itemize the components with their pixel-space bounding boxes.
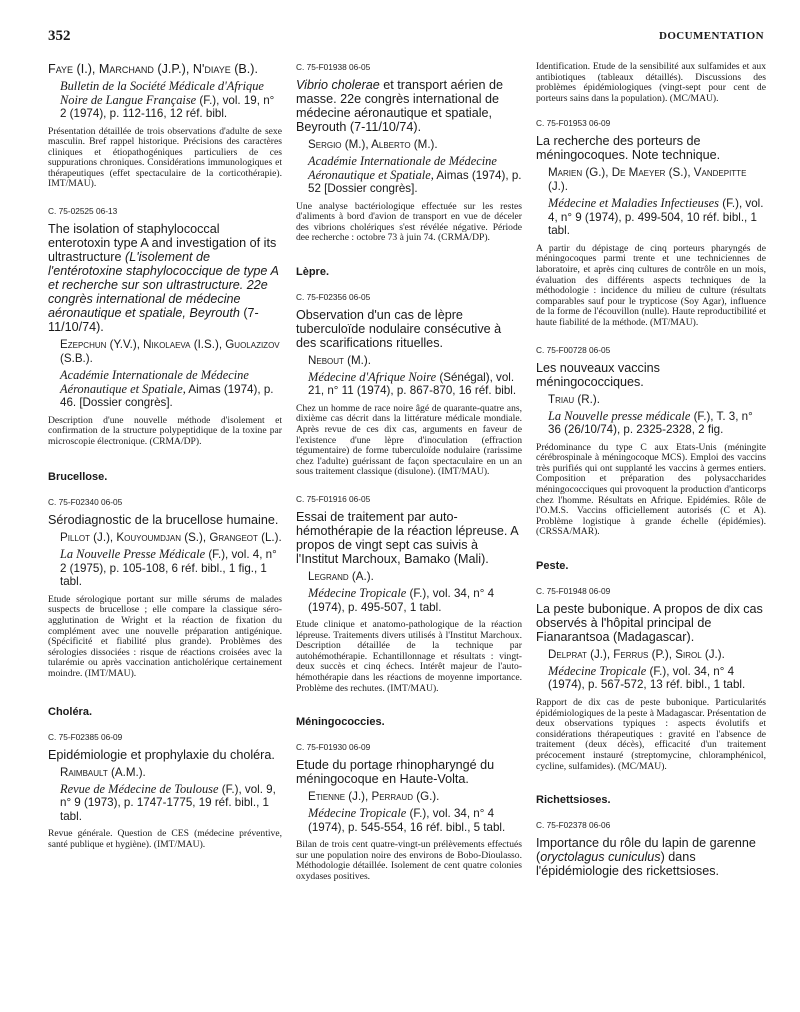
entry-authors: Nebout (M.). [308,353,371,367]
entry-code: C. 75-F01916 06-05 [296,494,371,505]
entry-abstract: Rapport de dix cas de peste bubonique. Particularités épidémiologiques de la peste à Madagascar. Présentation de deux observations typiques : aspects évolutifs et considérations thérapeutiques : gravité en l'absence de traitement (deux décès), efficacité d'un traitement précocement instauré (streptomycine, chloramphénicol, cycline, sulfamides). (MC/MAU). [536,696,766,772]
section-heading: Méningococcies. [296,716,385,729]
entry-title: Epidémiologie et prophylaxie du choléra. [48,747,275,762]
entry-title: Essai de traitement par auto-hémothérapie de la réaction lépreuse. A propos de vingt sept cas suivis à l'Institut Marchoux, Bamako (Mali). [296,510,518,567]
journal-name: La Nouvelle Presse Médicale [60,547,206,562]
entry-source [60,783,282,824]
entry [536,118,766,328]
journal-name: Médecine Tropicale [548,663,647,678]
journal-name: Bulletin de la Société Médicale d'Afrique Noire de Langue Française [60,79,264,107]
journal-name: Médecine d'Afrique Noire [308,369,437,384]
journal-name: Académie Internationale de Médecine Aéronautique et Spatiale, [60,368,249,396]
title-end: (7-11/10/74). [48,306,259,335]
source-details: (F.), vol. 34, n° 4 (1974), p. 495-507, 1 tabl. [308,587,495,614]
entry-authors: Ezepchun (Y.V.), Nikolaeva (I.S.), Guolazizov (S.B.). [60,338,280,366]
entry-code: C. 75-F02385 06-09 [48,731,123,742]
title-text: Importance du rôle du lapin de garenne ( [536,836,756,865]
entry-source [548,665,766,692]
title-text: The isolation of staphylococcal enterotoxin type A and investigation of its ultrastructure [48,222,277,265]
entry-title: Sérodiagnostic de la brucellose humaine. [48,513,279,528]
column-right [536,62,766,894]
column-middle [296,62,522,899]
running-head: DOCUMENTATION [658,30,764,42]
entry-authors: Etienne (J.), Perraud (G.). [308,790,440,804]
source-details: Aimas (1974), p. 52 [Dossier congrès]. [308,168,522,195]
entry-code: C. 75-02525 06-13 [48,206,118,217]
source-details: (F.), vol. 4, n° 9 (1974), p. 499-504, 10 réf. bibl., 1 tabl. [548,197,764,238]
entry-title [536,836,766,878]
entry-code: C. 75-F01930 06-09 [296,742,371,753]
page-number: 352 [48,28,71,44]
entry-abstract: Revue générale. Question de CES (médecine préventive, santé publique et hygiène). (IMT/MAU). [48,828,282,850]
entry-source [548,410,766,437]
journal-name: La Nouvelle presse médicale [548,408,691,423]
entry-code: C. 75-F01953 06-09 [536,118,611,129]
source-details: Aimas (1974), p. 46. [Dossier congrès]. [60,382,274,410]
section-heading: Richettsioses. [536,794,611,807]
entry-code: C. 75-F00728 06-05 [536,344,611,355]
entry-abstract-continued: Identification. Etude de la sensibilité aux sulfamides et aux antibiotiques (tableaux détaillés). Discussions des problèmes épidémiologiques (vingt-sept pour cent de porteurs sains dans la population). (MC/MAU). [536,61,766,104]
entry-source [548,197,766,238]
entry-authors: Marien (G.), De Maeyer (S.), Vandepitte (J.). [548,166,747,194]
source-details: (F.), vol. 19, n° 2 (1974), p. 112-116, 12 réf. bibl. [60,93,275,120]
entry-code: C. 75-F02356 06-05 [296,291,371,302]
source-details: (Sénégal), vol. 21, n° 11 (1974), p. 867-870, 16 réf. bibl. [308,370,517,398]
journal-name: Médecine Tropicale [308,806,407,821]
entry-authors: Legrand (A.). [308,570,374,584]
source-details: (F.), vol. 9, n° 9 (1973), p. 1747-1775, 19 réf. bibl., 1 tabl. [60,782,276,823]
entry-title: Les nouveaux vaccins méningococciques. [536,360,660,389]
entry-code: C. 75-F02340 06-05 [48,497,123,508]
entry-code: C. 75-F02378 06-06 [536,820,611,831]
entry-lead [48,62,282,190]
entry-source [308,807,522,834]
entry [296,292,522,478]
entry [296,742,522,882]
title-italic: Vibrio cholerae [296,78,380,92]
entry-abstract: Bilan de trois cent quatre-vingt-un prélèvements effectués sur une population noire des environs de Bobo-Dioulasso. Méthodologie détaillée. Isolement de cent quatre colonies oxydases positives. [296,839,522,882]
entry-source [308,155,522,196]
journal-name: Revue de Médecine de Toulouse [60,781,219,796]
entry-title [48,222,282,334]
entry-source [308,371,522,398]
entry-abstract: Prédominance du type C aux Etats-Unis (méningite cérébrospinale à méningocoque MCS). Emploi des vaccins très purifiés qui ont supplanté les vaccins à germes entiers. Composition et préparation des polysaccharides méningococciques qui provoquent la production d'anticorps chez l'homme. Résultats en Afrique. Epidémies. Rôle de l'O.M.S. Vaccins officiellement autorisés (C et A). Problème logistique à grande échelle (épidémies). (CRSSA/MAR). [536,441,766,538]
entry-source [60,80,282,121]
entry [48,206,282,447]
entry-abstract: Une analyse bactériologique effectuée sur les restes d'aliments à bord d'avion de transport en vue de déceler des vibrions cholériques s'est révélée négative. Période dee recherche : octobre 73 à juin 74. (CRMA/DP). [296,200,522,244]
section-heading: Brucellose. [48,471,108,484]
title-text: et transport aérien de masse. 22e congrès international de médecine aéronautique et spatiale, Beyrouth (7-11/10/74). [296,78,503,134]
entry-authors: Delprat (J.), Ferrus (P.), Sirol (J.). [548,647,725,661]
entry-source [308,587,522,614]
section-heading: Choléra. [48,705,93,718]
page-header [48,28,764,48]
journal-name: Académie Internationale de Médecine Aéronautique et Spatiale, [308,154,497,182]
journal-name: Médecine Tropicale [308,586,407,601]
entry [48,497,282,679]
entry-title: Etude du portage rhinopharyngé du méningocoque en Haute-Volta. [296,758,495,787]
source-details: (F.), vol. 34, n° 4 (1974), p. 567-572, 13 réf. bibl., 1 tabl. [548,664,746,692]
column-left [48,62,282,866]
source-details: (F.), vol. 34, n° 4 (1974), p. 545-554, 16 réf. bibl., 5 tabl. [308,807,506,834]
entry-abstract: Etude clinique et anatomo-pathologique de la réaction lépreuse. Traitements divers utilisés à l'Institut Marchoux. Description détaillée de la technique par autohémothérapie. Echantillonnage et résultats : vingt-deux succès et cinq échecs. Intérêt majeur de l'auto-hémothérapie dans les réactions de moyenne importance. Problème des rechutes. (IMT/MAU). [296,619,522,694]
entry-title: La recherche des porteurs de méningocoques. Note technique. [536,134,721,163]
entry [536,820,766,878]
source-details: (F.), vol. 4, n° 2 (1975), p. 105-108, 6 réf. bibl., 1 fig., 1 tabl. [60,548,277,589]
journal-name: Médecine et Maladies Infectieuses [548,196,719,211]
title-italic: oryctolagus cuniculus [540,850,661,865]
entry-authors: Pillot (J.), Kouyoumdjan (S.), Grangeot (L.). [60,531,282,545]
entry-source [60,369,282,410]
entry-abstract: Présentation détaillée de trois observations d'adulte de sexe masculin. Bref rappel historique. Précisions des caractères cliniques et étiopathogéniques particuliers de ces suppurations chroniques. Considérations immunologiques et thérapeutiques (effet spectaculaire de la corticothérapie). IMT/MAU). [48,125,282,190]
entry [296,62,522,244]
entry-authors: Raimbault (A.M.). [60,765,146,779]
title-translation: (L'isolement de l'entérotoxine staphylococcique de type A et recherche sur son ultrastructure. 22e congrès international de médecine aéronautique et spatiale, Beyrouth [48,250,279,321]
entry-code: C. 75-F01938 06-05 [296,62,371,72]
entry-authors: Triau (R.). [548,392,600,406]
source-details: (F.), T. 3, n° 36 (26/10/74), p. 2325-2328, 2 fig. [548,409,753,437]
entry-abstract: Chez un homme de race noire âgé de quarante-quatre ans, dixième cas décrit dans la littérature médicale mondiale. Après revue de ces dix cas, arguments en faveur de l'existence d'une lèpre d'inoculation (effraction tégumentaire) de forme tuberculoïde nodulaire (rarissime chez l'adulte) guérissant de façon spectaculaire en un an sous traitement classique (disulone). (IMT/MAU). [296,402,522,478]
entry-abstract: Description d'une nouvelle méthode d'isolement et confirmation de la structure polypeptidique de la toxine par microscopie électronique. (CRMA/DP). [48,414,282,447]
section-heading: Lèpre. [296,265,330,278]
entry [48,732,282,851]
entry [536,586,766,772]
entry-title: Observation d'un cas de lèpre tuberculoïde nodulaire consécutive à des scarifications rituelles. [296,307,502,350]
entry-code: C. 75-F01948 06-09 [536,585,611,596]
entry-abstract: A partir du dépistage de cinq porteurs pharyngés de méningocoques parmi trente et une techniciennes de laboratoire, et après cinq cultures de contrôle en un mois, évaluation des différents aspects techniques de la méthodologie : incidence du milieu de culture (résultats comparables sauf pour le trypticose (Soy Agar), influence de la forme de l'écouvillon (nulle). Haute reproductibilité et haute fiabilité de la méthode. (MT/MAU). [536,242,766,329]
entry-source [60,548,282,589]
entry-title: La peste bubonique. A propos de dix cas observés à l'hôpital principal de Fianarantsoa (Madagascar). [536,601,763,644]
entry-authors: Sergio (M.), Alberto (M.). [308,138,438,151]
entry [536,345,766,538]
entry [296,494,522,694]
title-end: ) dans l'épidémiologie des rickettsioses. [536,850,720,879]
entry-title [296,78,522,134]
entry-abstract: Etude sérologique portant sur mille sérums de malades suspects de brucellose ; elle compare la classique séro-agglutination de Wright et la réaction de fixation du complément avec une nouvelle préparation antigénique. (Spécificité et fiabilité plus grande). Problèmes des sérologies dissociées : risque de réactions croisées avec la tularémie ou après vaccination anticholérique certainement moindre. (IMT/MAU). [48,593,282,679]
section-heading: Peste. [536,559,569,572]
entry-authors: Faye (I.), Marchand (J.P.), N'diaye (B.). [48,62,258,76]
